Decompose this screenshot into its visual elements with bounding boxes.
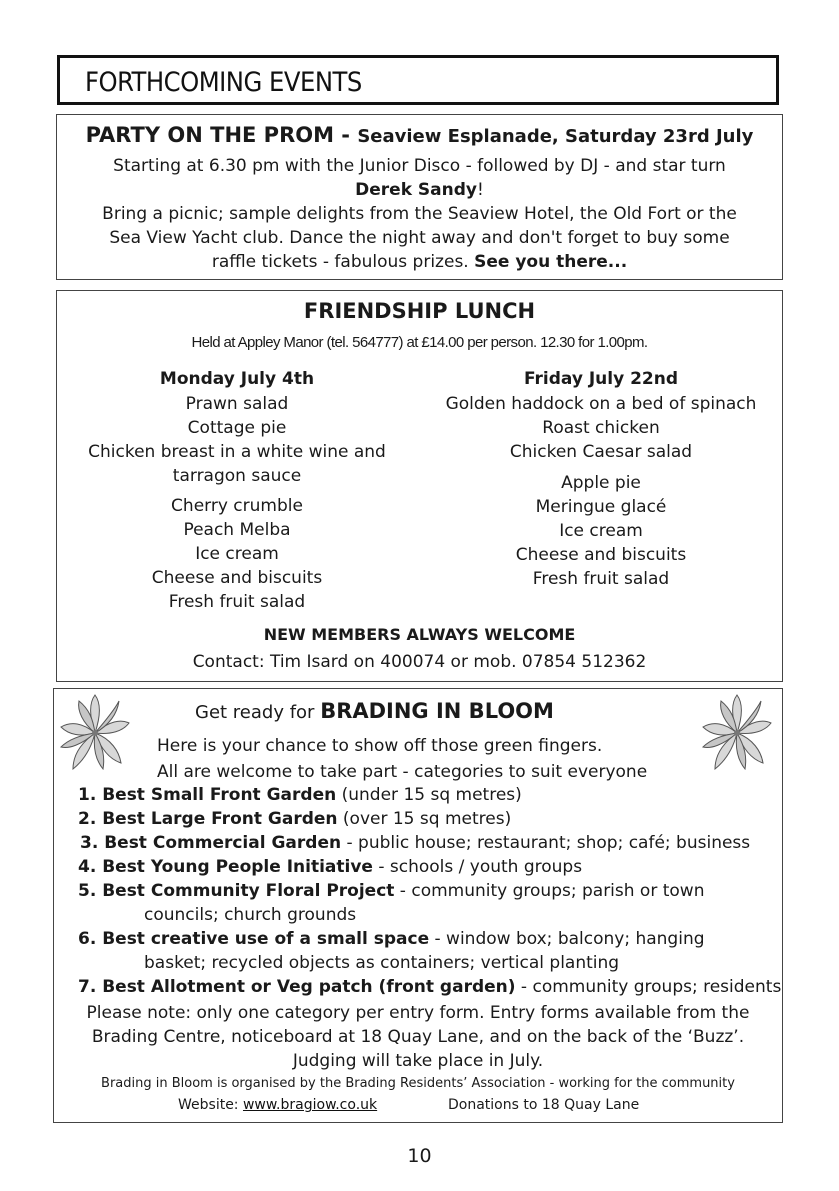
menu-item: Cheese and biscuits bbox=[515, 545, 687, 565]
bloom-note-2: Brading Centre, noticeboard at 18 Quay Lane, and on the back of the ‘Buzz’. bbox=[91, 1027, 745, 1047]
category-item bbox=[78, 975, 781, 999]
party-subtitle: Seaview Esplanade, Saturday 23rd July bbox=[357, 126, 754, 147]
menu-item: Ice cream bbox=[559, 521, 643, 541]
party-line-1: Starting at 6.30 pm with the Junior Disco - followed by DJ - and star turn bbox=[113, 156, 726, 176]
category-name: 7. Best Allotment or Veg patch (front garden) bbox=[78, 977, 516, 997]
flower-icon bbox=[701, 693, 773, 771]
menu-item: Fresh fruit salad bbox=[532, 569, 670, 589]
party-heading bbox=[57, 123, 782, 147]
party-line-4: Sea View Yacht club. Dance the night away and don't forget to buy some bbox=[109, 228, 730, 248]
menu-item: Golden haddock on a bed of spinach bbox=[445, 394, 757, 414]
menu-item: Cheese and biscuits bbox=[151, 568, 323, 588]
contact-text: Contact: Tim Isard on 400074 or mob. 07854 512362 bbox=[192, 652, 647, 672]
bloom-footer: Brading in Bloom is organised by the Brading Residents’ Association - working for the community bbox=[101, 1076, 735, 1091]
bloom-line-2: All are welcome to take part - categories to suit everyone bbox=[157, 762, 648, 782]
party-on-the-prom-box bbox=[56, 114, 783, 280]
menu-right-heading: Friday July 22nd bbox=[523, 369, 679, 389]
category-item bbox=[78, 783, 522, 807]
menu-item: Ice cream bbox=[195, 544, 279, 564]
party-closing: See you there... bbox=[474, 252, 628, 272]
bloom-note-1: Please note: only one category per entry form. Entry forms available from the bbox=[86, 1003, 750, 1023]
category-desc: - community groups; residents bbox=[515, 977, 782, 997]
menu-item: tarragon sauce bbox=[172, 466, 302, 486]
page-number: 10 bbox=[407, 1145, 432, 1167]
friendship-info: Held at Appley Manor (tel. 564777) at £14.00 per person. 12.30 for 1.00pm. bbox=[191, 334, 648, 351]
menu-left-heading: Monday July 4th bbox=[159, 369, 315, 389]
flower-icon bbox=[59, 693, 131, 771]
donations-text: Donations to 18 Quay Lane bbox=[448, 1097, 640, 1113]
category-desc: - public house; restaurant; shop; café; business bbox=[341, 833, 751, 853]
party-title: PARTY ON THE PROM - bbox=[85, 123, 358, 147]
menu-item: Apple pie bbox=[561, 473, 641, 493]
section-header bbox=[57, 55, 779, 105]
bloom-note-3: Judging will take place in July. bbox=[292, 1051, 544, 1071]
category-item bbox=[80, 831, 750, 855]
bloom-title: BRADING IN BLOOM bbox=[320, 699, 554, 723]
menu-item: Chicken Caesar salad bbox=[509, 442, 693, 462]
category-name: 6. Best creative use of a small space bbox=[78, 929, 430, 949]
welcome-text: NEW MEMBERS ALWAYS WELCOME bbox=[263, 625, 576, 644]
category-item bbox=[78, 927, 705, 951]
party-line-3: Bring a picnic; sample delights from the Seaview Hotel, the Old Fort or the bbox=[102, 204, 737, 224]
bloom-heading bbox=[195, 699, 554, 725]
category-name: 1. Best Small Front Garden bbox=[78, 785, 337, 805]
brading-in-bloom-box bbox=[53, 688, 783, 1123]
category-desc: (under 15 sq metres) bbox=[336, 785, 522, 805]
bloom-line-1: Here is your chance to show off those green fingers. bbox=[157, 736, 603, 756]
bloom-website-line bbox=[178, 1097, 377, 1113]
website-label: Website: bbox=[178, 1097, 243, 1113]
menu-item: Roast chicken bbox=[542, 418, 660, 438]
menu-item: Fresh fruit salad bbox=[168, 592, 306, 612]
category-name: 4. Best Young People Initiative bbox=[78, 857, 373, 877]
party-line-5-text: raffle tickets - fabulous prizes. bbox=[211, 252, 475, 272]
section-title: FORTHCOMING EVENTS bbox=[85, 67, 362, 98]
category-name: 2. Best Large Front Garden bbox=[78, 809, 338, 829]
category-item bbox=[78, 807, 511, 831]
menu-item: Peach Melba bbox=[183, 520, 291, 540]
category-name: 3. Best Commercial Garden bbox=[80, 833, 342, 853]
menu-item: Meringue glacé bbox=[535, 497, 667, 517]
menu-item: Cherry crumble bbox=[171, 496, 303, 516]
category-desc: (over 15 sq metres) bbox=[337, 809, 512, 829]
category-name: 5. Best Community Floral Project bbox=[78, 881, 395, 901]
friendship-lunch-box bbox=[56, 290, 783, 682]
friendship-title: FRIENDSHIP LUNCH bbox=[303, 299, 536, 323]
category-desc: - community groups; parish or town bbox=[394, 881, 705, 901]
menu-item: Prawn salad bbox=[185, 394, 289, 414]
star-end: ! bbox=[477, 180, 484, 200]
category-item bbox=[78, 879, 704, 903]
website-link[interactable]: www.bragiow.co.uk bbox=[242, 1097, 378, 1113]
party-line-2 bbox=[57, 178, 782, 202]
star-name: Derek Sandy bbox=[355, 180, 478, 200]
bloom-intro: Get ready for bbox=[195, 702, 321, 723]
category-desc: - schools / youth groups bbox=[372, 857, 583, 877]
category-item bbox=[78, 855, 582, 879]
menu-item: Cottage pie bbox=[187, 418, 287, 438]
category-continuation: councils; church grounds bbox=[144, 905, 357, 925]
menu-item: Chicken breast in a white wine and bbox=[88, 442, 386, 462]
category-continuation: basket; recycled objects as containers; vertical planting bbox=[144, 953, 620, 973]
party-line-5 bbox=[57, 250, 782, 274]
category-desc: - window box; balcony; hanging bbox=[429, 929, 705, 949]
